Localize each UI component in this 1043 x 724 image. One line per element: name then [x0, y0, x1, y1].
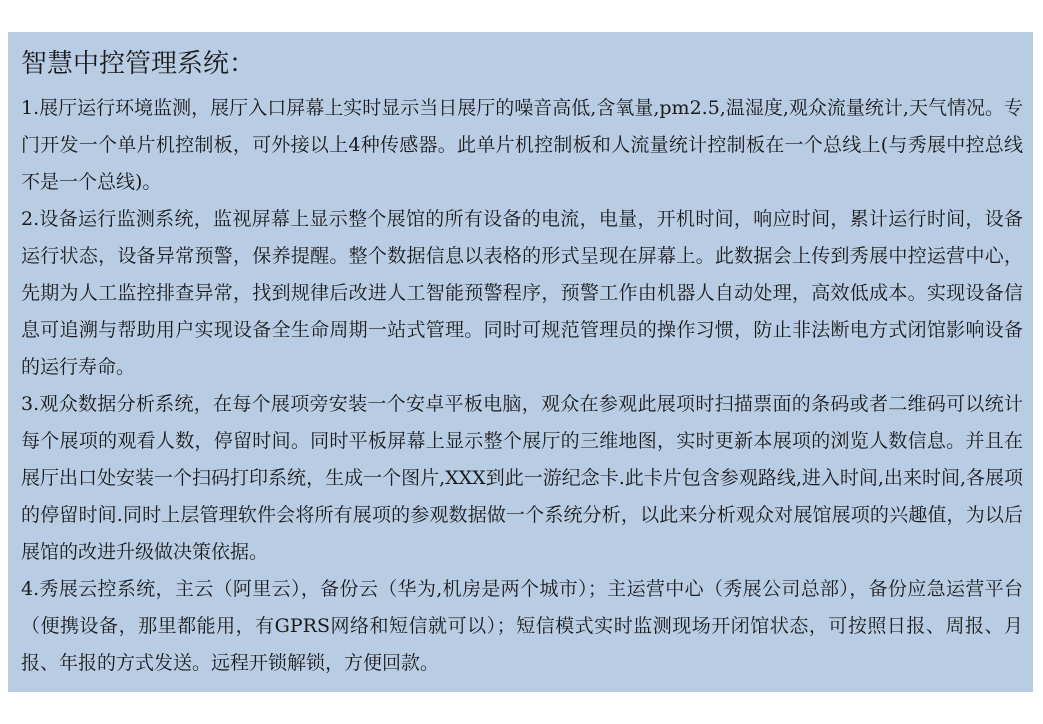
paragraph-visitor-analytics: 3.观众数据分析系统，在每个展项旁安装一个安卓平板电脑，观众在参观此展项时扫描票面的条码或者二维码可以统计每个展项的观看人数，停留时间。同时平板屏幕上显示整个展厅的三维地图，实时更新本展项的浏览人数信息。并且在展厅出口处安装一个扫码打印系统，生成一个图片,XXX到此一游纪念卡.此卡片包含参观路线,进入时间,出来时间,各展项的停留时间.同时上层管理软件会将所有展项的参观数据做一个系统分析，以此来分析观众对展馆展项的兴趣值，为以后展馆的改进升级做决策依据。: [21, 393, 1023, 563]
paragraph-environment-monitoring: 1.展厅运行环境监测，展厅入口屏幕上实时显示当日展厅的噪音高低,含氧量,pm2.5,温湿度,观众流量统计,天气情况。专门开发一个单片机控制板，可外接以上4种传感器。此单片机控制板和人流量统计控制板在一个总线上(与秀展中控总线不是一个总线)。: [21, 97, 1023, 193]
content-panel: [8, 32, 1033, 692]
paragraph-device-monitoring: 2.设备运行监测系统，监视屏幕上显示整个展馆的所有设备的电流，电量，开机时间，响应时间，累计运行时间，设备运行状态，设备异常预警，保养提醒。整个数据信息以表格的形式呈现在屏幕上。此数据会上传到秀展中控运营中心，先期为人工监控排查异常，找到规律后改进人工智能预警程序，预警工作由机器人自动处理，高效低成本。实现设备信息可追溯与帮助用户实现设备全生命周期一站式管理。同时可规范管理员的操作习惯，防止非法断电方式闭馆影响设备的运行寿命。: [21, 208, 1023, 378]
paragraph-cloud-control: 4.秀展云控系统，主云（阿里云），备份云（华为,机房是两个城市）；主运营中心（秀展公司总部），备份应急运营平台（便携设备，那里都能用，有GPRS网络和短信就可以）；短信模式实时监测现场开闭馆状态，可按照日报、周报、月报、年报的方式发送。远程开锁解锁，方便回款。: [21, 578, 1023, 674]
document-title: 智慧中控管理系统：: [21, 49, 256, 79]
